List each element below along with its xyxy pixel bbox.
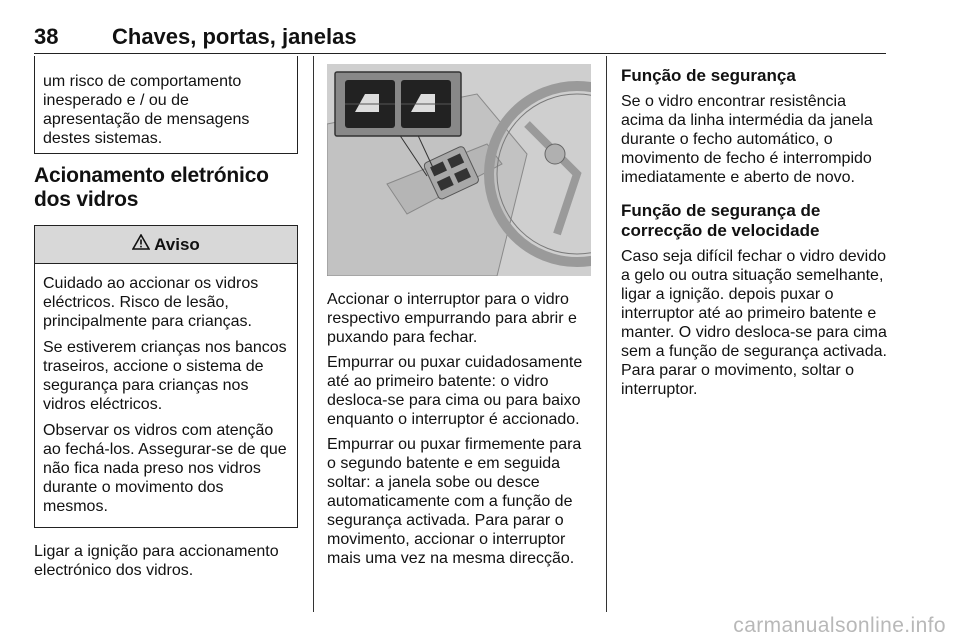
body-paragraph: Ligar a ignição para accionamento electrónico dos vidros.: [34, 543, 279, 579]
warning-body: [35, 264, 297, 527]
warning-triangle-icon: [132, 234, 150, 255]
subsection-heading: Função de segurança de correcção de velocidade: [621, 201, 821, 240]
window-switch-illustration: [327, 64, 591, 276]
warning-header: [35, 226, 297, 264]
column-middle: [327, 56, 591, 574]
warning-title: Aviso: [154, 234, 200, 254]
body-paragraph: Caso seja difícil fechar o vidro devido a gelo ou outra situação semelhante, ligar a ignição. depois puxar o interruptor até ao primeiro batente e manter. O vidro desloca-se para cima sem a função de segurança activada. Para parar o movimento, soltar o interruptor.: [621, 248, 887, 398]
continued-text: um risco de comportamento inesperado e / ou de apresentação de mensagens destes sistemas.: [43, 73, 250, 147]
continued-warning-box: [34, 56, 298, 154]
watermark: carmanualsonline.info: [733, 614, 946, 637]
body-paragraph: Accionar o interruptor para o vidro respectivo empurrando para abrir e puxando para fechar.: [327, 291, 577, 346]
page-number: 38: [34, 24, 59, 49]
column-right: [621, 56, 887, 405]
body-paragraph: Empurrar ou puxar cuidadosamente até ao primeiro batente: o vidro desloca-se para cima ou para baixo enquanto o interruptor é accionado.: [327, 354, 583, 428]
page-header: [34, 24, 886, 54]
subsection-heading: Função de segurança: [621, 66, 796, 85]
section-heading: Acionamento eletrónico dos vidros: [34, 164, 269, 211]
column-divider: [313, 56, 314, 612]
warning-paragraph: Observar os vidros com atenção ao fechá-los. Assegurar-se de que não fica nada preso nos vidros durante o movimento dos mesmos.: [43, 422, 287, 515]
body-paragraph: Se o vidro encontrar resistência acima da linha intermédia da janela durante o fecho automático, o movimento de fecho é interrompido imediatamente e aberto de novo.: [621, 93, 873, 186]
column-left: [34, 56, 298, 586]
body-paragraph: Empurrar ou puxar firmemente para o segundo batente e em seguida soltar: a janela sobe ou desce automaticamente com a função de segurança activada. Para parar o movimento, accionar o interruptor mais uma vez na mesma direcção.: [327, 436, 582, 567]
warning-box: [34, 225, 298, 528]
chapter-title: Chaves, portas, janelas: [112, 24, 357, 49]
warning-paragraph: Cuidado ao accionar os vidros eléctricos. Risco de lesão, principalmente para crianças.: [43, 275, 259, 330]
column-divider: [606, 56, 607, 612]
warning-paragraph: Se estiverem crianças nos bancos traseiros, accione o sistema de segurança para crianças nos vidros eléctricos.: [43, 339, 287, 413]
